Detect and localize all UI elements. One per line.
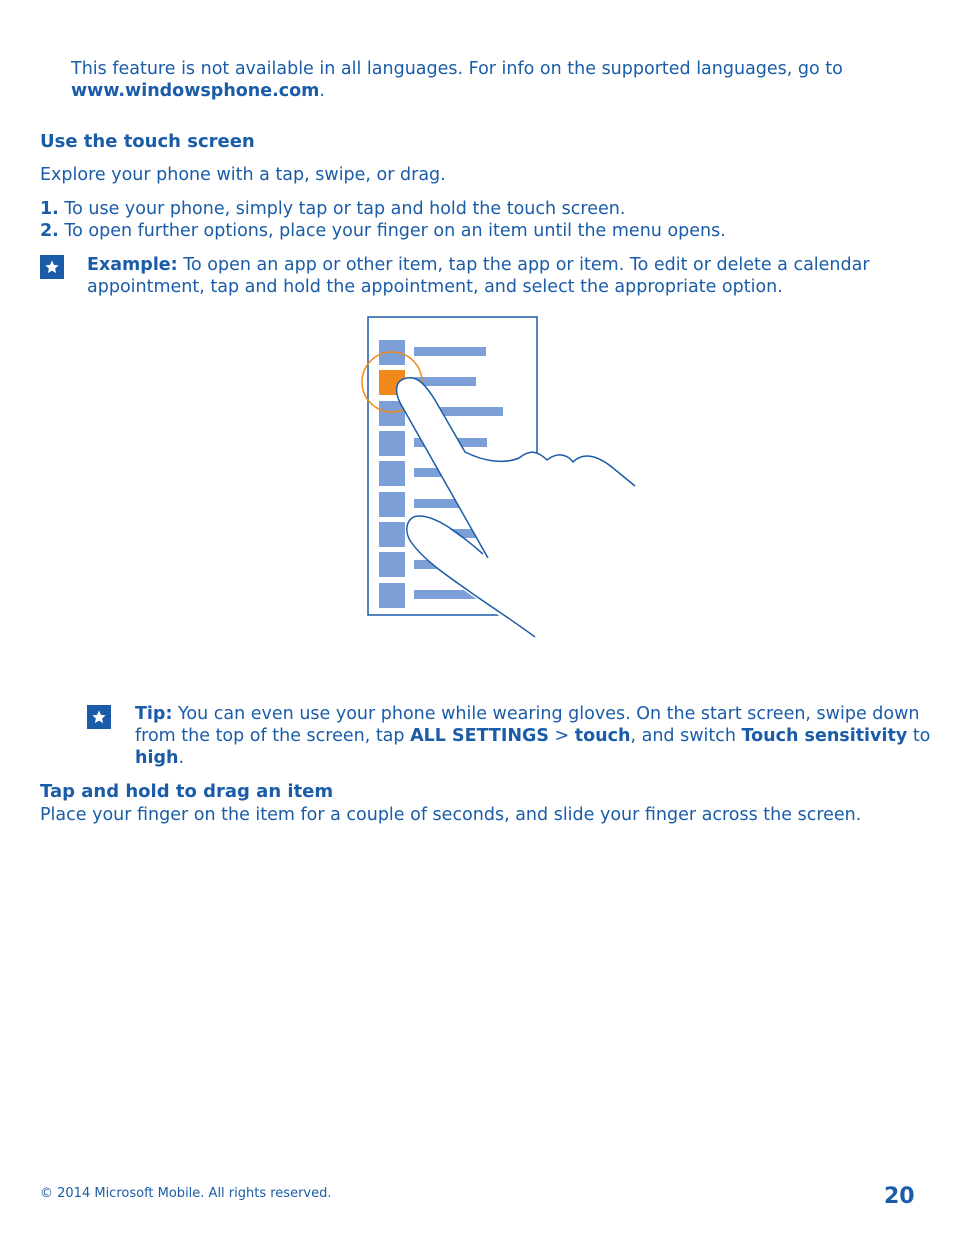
step-item: 1. To use your phone, simply tap or tap and hold the touch screen. [40,199,626,219]
section-heading-touch-screen: Use the touch screen [40,131,255,152]
hand-tapping-phone-illustration [355,310,645,645]
page-number: 20 [884,1184,915,1209]
intro-text: This feature is not available in all languages. For info on the supported languages, go to www.windowsphone.com. [71,59,843,101]
star-icon [40,255,64,279]
section-heading-drag-item: Tap and hold to drag an item [40,781,334,802]
steps-list [40,198,726,242]
section-intro: Explore your phone with a tap, swipe, or drag. [40,165,446,185]
windowsphone-link[interactable]: www.windowsphone.com [71,81,320,101]
star-icon [87,705,111,729]
section2-text: Place your finger on the item for a couple of seconds, and slide your finger across the screen. [40,805,862,825]
example-text: Example: To open an app or other item, tap the app or item. To edit or delete a calendar appointment, tap and hold the appointment, and select the appropriate option. [87,255,870,297]
tip-text: Tip: You can even use your phone while wearing gloves. On the start screen, swipe down from the top of the screen, tap ALL SETTINGS > touch, and switch Touch sensitivity to high. [135,704,931,768]
step-item: 2. To open further options, place your finger on an item until the menu opens. [40,221,726,241]
copyright: © 2014 Microsoft Mobile. All rights reserved. [40,1186,332,1201]
